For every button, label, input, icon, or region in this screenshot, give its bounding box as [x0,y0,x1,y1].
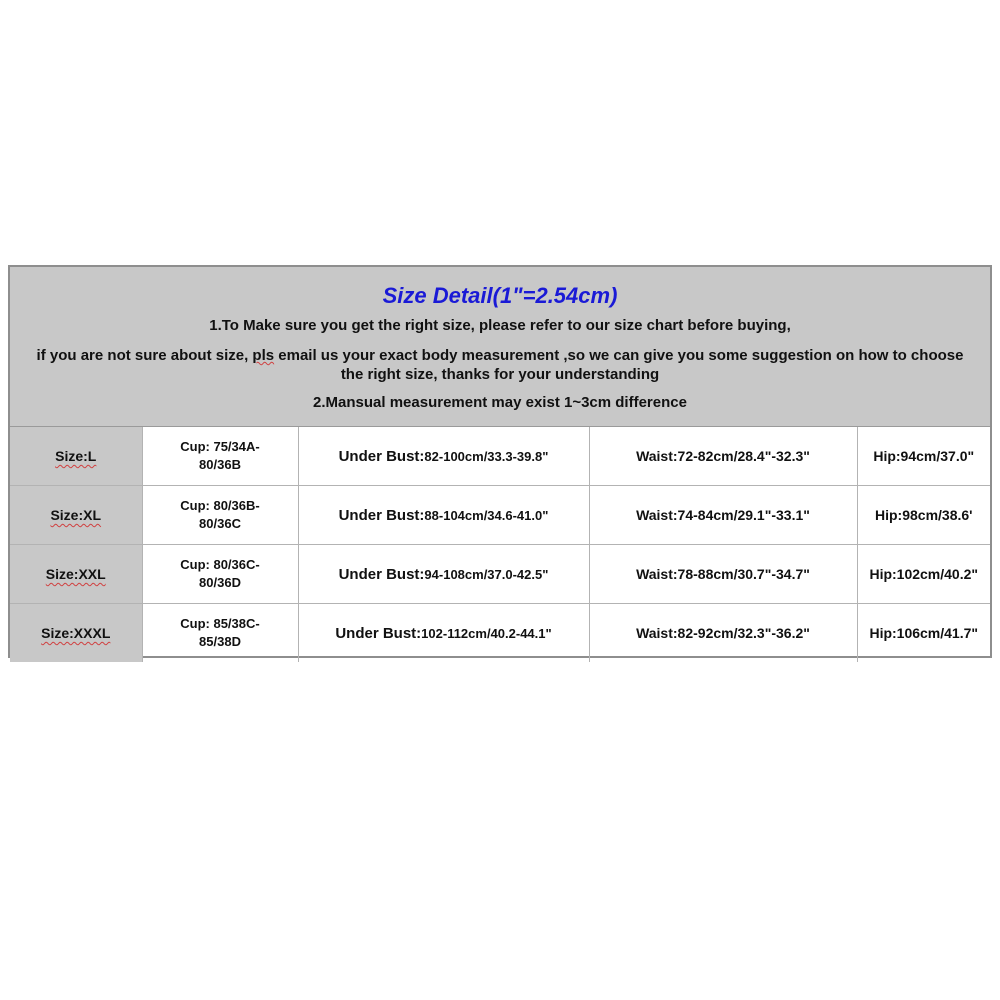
under-bust-value: 94-108cm/37.0-42.5" [424,566,549,582]
cup-bottom: 80/36C [199,516,241,531]
waist-cell: Waist:74-84cm/29.1"-33.1" [589,486,857,545]
cup-top: Cup: 80/36C- [180,557,260,572]
under-bust-cell [298,545,589,604]
size-cell [10,427,142,486]
size-label: Size:XXXL [41,625,111,641]
size-note-2 [10,346,990,384]
hip-cell: Hip:98cm/38.6' [857,486,990,545]
under-bust-label: Under Bust: [338,565,425,583]
under-bust-value: 102-112cm/40.2-44.1" [421,625,552,641]
size-note-2-prefix: if you are not sure about size, [36,347,253,364]
cup-top: Cup: 75/34A- [180,439,260,454]
waist-cell: Waist:78-88cm/30.7"-34.7" [589,545,857,604]
under-bust-label: Under Bust: [335,624,422,642]
hip-cell: Hip:94cm/37.0" [857,427,990,486]
table-row [10,427,990,486]
cup-bottom: 80/36D [199,575,241,590]
size-label: Size:XL [50,507,102,523]
size-cell [10,604,142,663]
size-note-1: 1.To Make sure you get the right size, please refer to our size chart before buying, [209,317,791,334]
cup-top: Cup: 85/38C- [180,616,260,631]
table-row [10,545,990,604]
cup-cell [142,545,298,604]
under-bust-cell [298,604,589,663]
size-chart [8,265,992,658]
size-cell [10,545,142,604]
under-bust-label: Under Bust: [338,506,425,524]
size-note-2-pls: pls [252,347,275,364]
size-table [10,427,990,662]
cup-cell [142,427,298,486]
under-bust-label: Under Bust: [338,447,425,465]
size-chart-header [10,267,990,427]
table-row [10,604,990,663]
waist-cell: Waist:72-82cm/28.4"-32.3" [589,427,857,486]
under-bust-value: 88-104cm/34.6-41.0" [424,507,549,523]
cup-cell [142,486,298,545]
size-chart-title: Size Detail(1"=2.54cm) [382,283,618,308]
size-label: Size:XXL [45,566,106,582]
cup-bottom: 80/36B [199,457,241,472]
size-note-3: 2.Mansual measurement may exist 1~3cm difference [313,394,687,411]
size-label: Size:L [55,448,97,464]
size-cell [10,486,142,545]
hip-cell: Hip:102cm/40.2" [857,545,990,604]
cup-cell [142,604,298,663]
under-bust-cell [298,427,589,486]
cup-bottom: 85/38D [199,634,241,649]
size-note-2-suffix: email us your exact body measurement ,so we can give you some suggestion on how to choose the right size, thanks for your understanding [274,347,964,383]
under-bust-cell [298,486,589,545]
under-bust-value: 82-100cm/33.3-39.8" [424,448,549,464]
cup-top: Cup: 80/36B- [180,498,260,513]
waist-cell: Waist:82-92cm/32.3"-36.2" [589,604,857,663]
table-row [10,486,990,545]
hip-cell: Hip:106cm/41.7" [869,625,979,641]
